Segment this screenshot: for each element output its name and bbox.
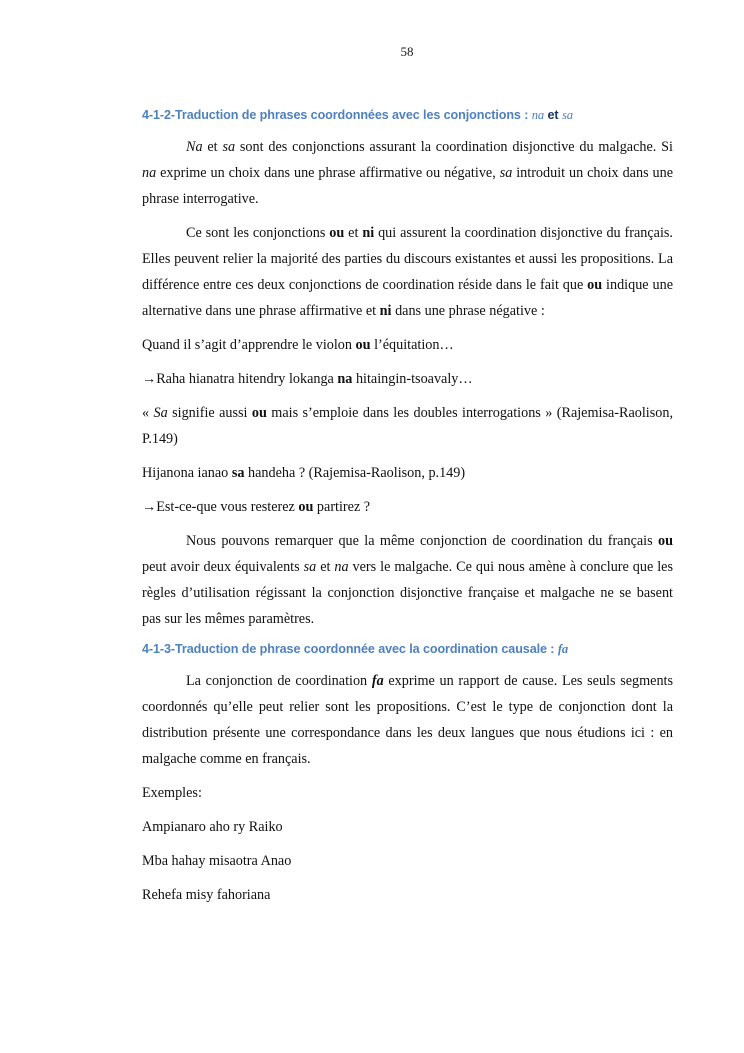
section-heading-4-1-3: 4-1-3-Traduction de phrase coordonnée avec la coordination causale : fa bbox=[142, 642, 569, 656]
example-french-ou: Quand il s’agit d’apprendre le violon ou l’équitation… bbox=[142, 337, 454, 353]
paragraph-conclusion: Nous pouvons remarquer que la même conjonction de coordination du français ou peut avoir deux équivalents sa et na vers le malgache. Ce qui nous amène à conclure que les règles d’utilisation régissant la conjonction disjonctive française et malgache ne se basent pas sur les mêmes paramètres. bbox=[142, 533, 673, 627]
example-malagasy-sa: Hijanona ianao sa handeha ? (Rajemisa-Raolison, p.149) bbox=[142, 465, 466, 481]
document-body bbox=[142, 104, 673, 908]
quote-sa-definition: « Sa signifie aussi ou mais s’emploie dans les doubles interrogations » (Rajemisa-Raolison, P.149) bbox=[142, 405, 673, 447]
paragraph-fa: La conjonction de coordination fa exprime un rapport de cause. Les seuls segments coordonnés qu’elle peut relier sont les propositions. C’est le type de conjonction dont la distribution présente une correspondance dans les deux langues que nous étudions ici : en malgache comme en français. bbox=[142, 673, 674, 767]
example-malagasy-na: →Raha hianatra hitendry lokanga na hitaingin-tsoavaly… bbox=[142, 371, 473, 387]
examples-label: Exemples: bbox=[142, 785, 202, 801]
example-line: Ampianaro aho ry Raiko bbox=[142, 819, 283, 835]
example-line: Mba hahay misaotra Anao bbox=[142, 853, 292, 869]
section-heading-4-1-2: 4-1-2-Traduction de phrases coordonnées avec les conjonctions : na et sa bbox=[142, 108, 573, 122]
paragraph-na-sa: Na et sa sont des conjonctions assurant la coordination disjonctive du malgache. Si na exprime un choix dans une phrase affirmative ou négative, sa introduit un choix dans une phrase interrogative. bbox=[142, 139, 673, 207]
paragraph-ou-ni: Ce sont les conjonctions ou et ni qui assurent la coordination disjonctive du français. Elles peuvent relier la majorité des parties du discours existantes et aussi les propositions. La différence entre ces deux conjonctions de coordination réside dans le fait que ou indique une alternative dans une phrase affirmative et ni dans une phrase négative : bbox=[142, 225, 673, 319]
page-number: 58 bbox=[400, 44, 414, 59]
example-line: Rehefa misy fahoriana bbox=[142, 887, 271, 903]
example-french-resterez: →Est-ce-que vous resterez ou partirez ? bbox=[142, 499, 371, 515]
